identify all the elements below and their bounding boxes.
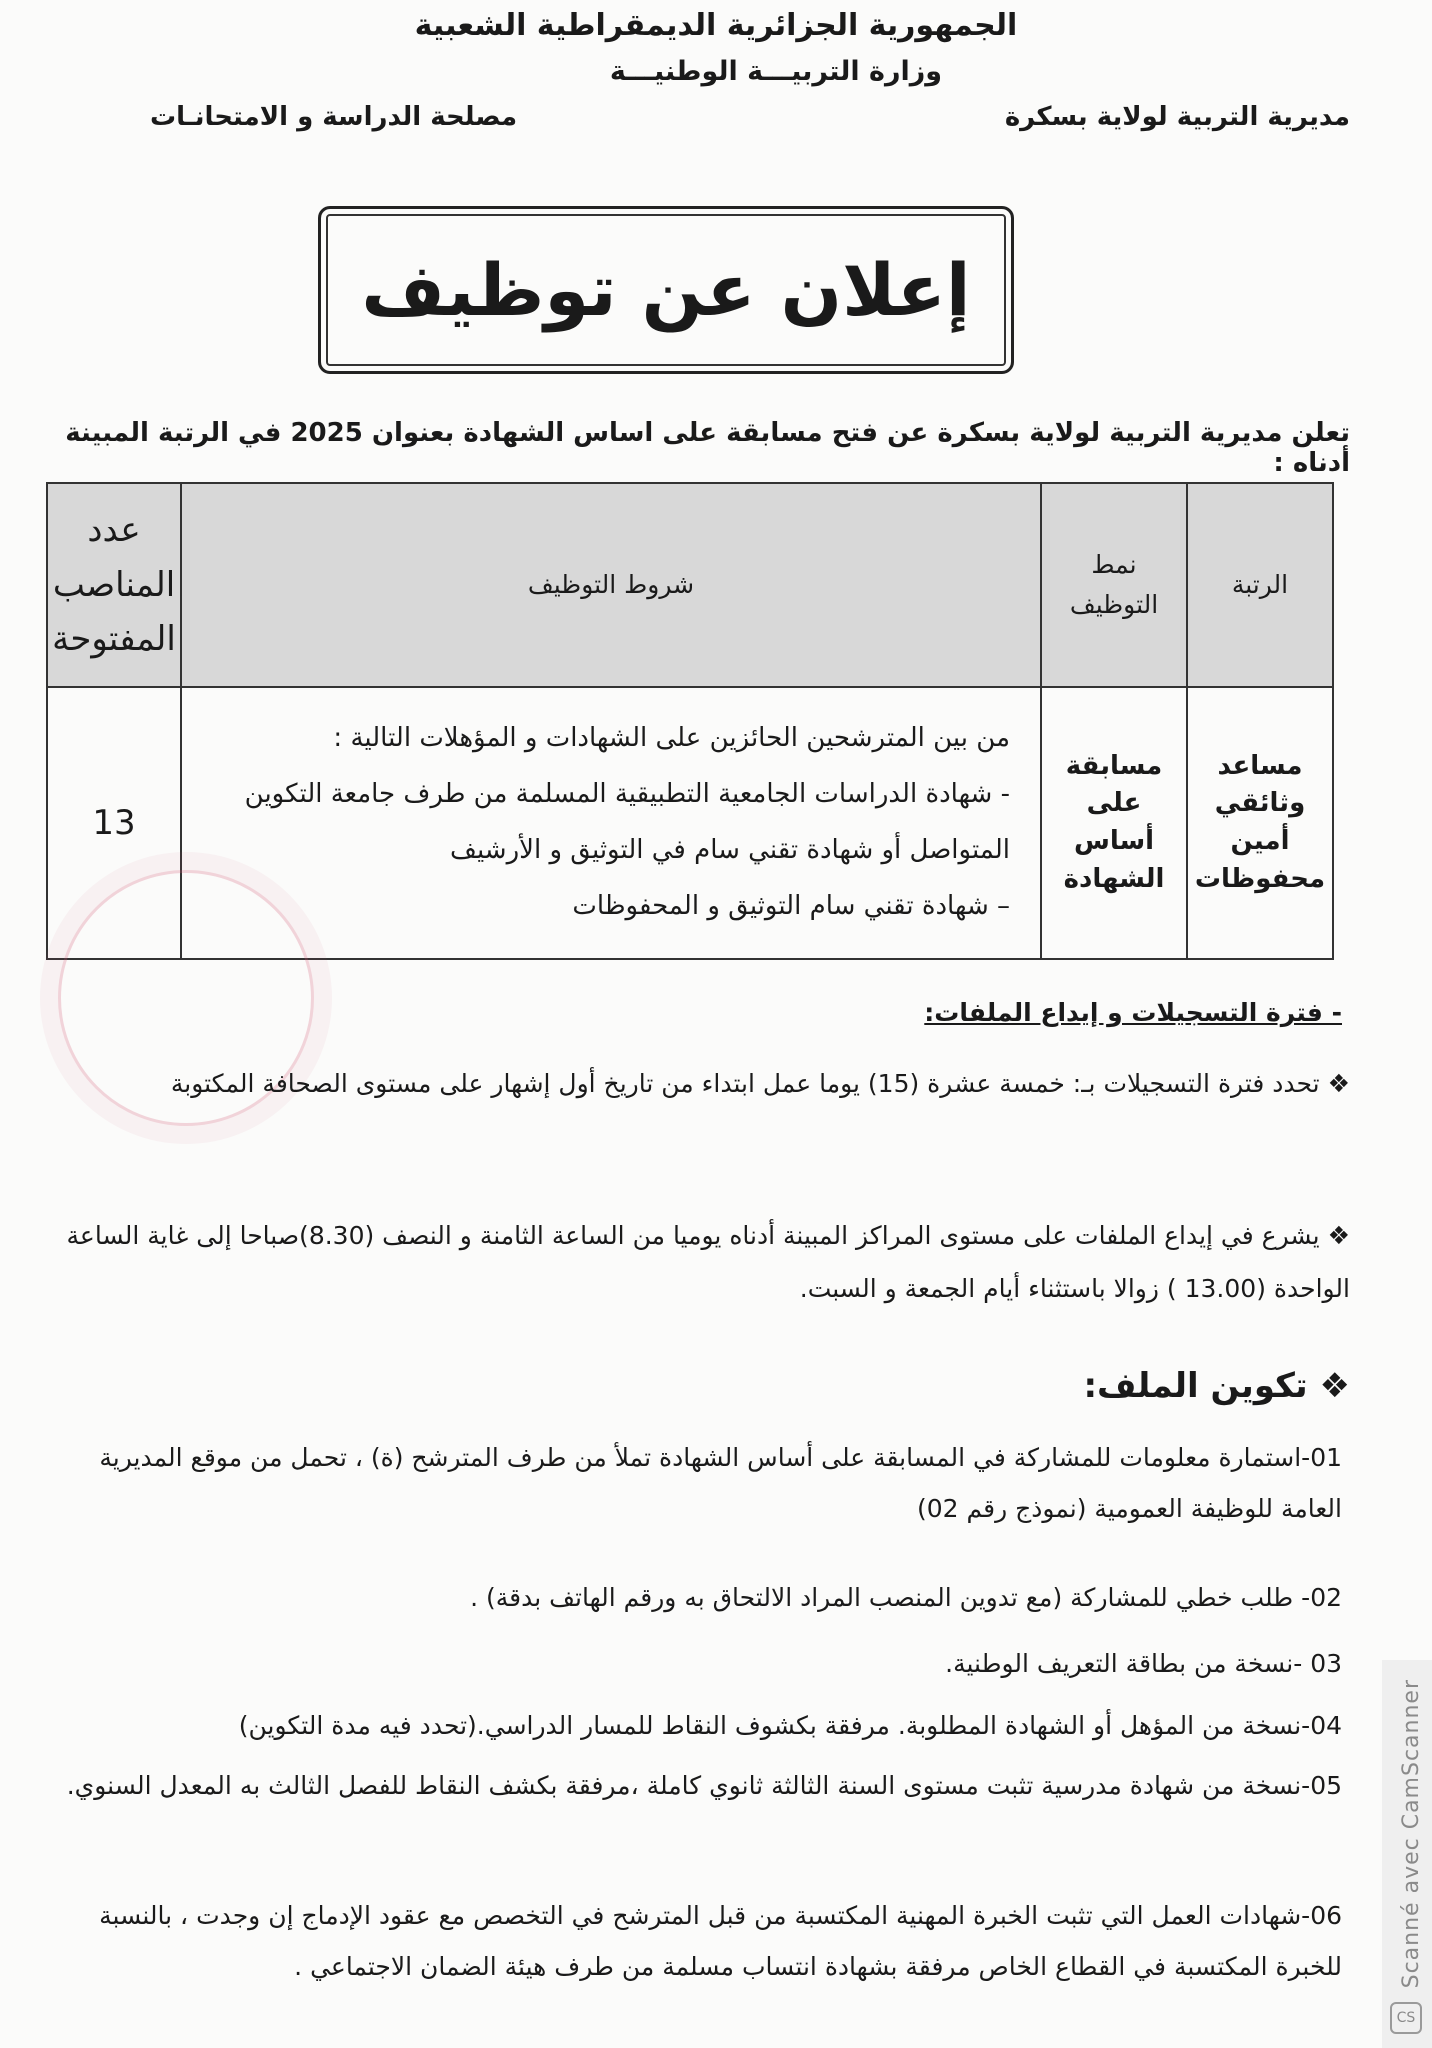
title-box bbox=[318, 206, 1014, 374]
file-item-3: 03 -نسخة من بطاقة التعريف الوطنية. bbox=[945, 1649, 1342, 1678]
condition-line1: من بين المترشحين الحائزين على الشهادات و المؤهلات التالية : bbox=[333, 723, 1010, 754]
condition-line2: - شهادة الدراسات الجامعية التطبيقية المسلمة من طرف جامعة التكوين bbox=[244, 779, 1010, 810]
cell-mode bbox=[1041, 687, 1187, 959]
file-item-5: 05-نسخة من شهادة مدرسية تثبت مستوى السنة الثالثة ثانوي كاملة ،مرفقة بكشف النقاط للفصل الثالث به المعدل السنوي. bbox=[66, 1771, 1342, 1800]
rank-line3: أمين bbox=[1230, 826, 1290, 856]
file-item-6: 06-شهادات العمل التي تثبت الخبرة المهنية المكتسبة من قبل المترشح في التخصص مع عقود الإدماج إن وجدت ، بالنسبة للخبرة المكتسبة في القطاع الخاص مرفقة بشهادة انتساب مسلمة من طرف هيئة الضمان الاجتماعي . bbox=[99, 1901, 1342, 1982]
cell-conditions bbox=[181, 687, 1041, 959]
mode-line3: أساس bbox=[1073, 826, 1155, 856]
mode-line4: الشهادة bbox=[1063, 863, 1165, 894]
condition-line3: المتواصل أو شهادة تقني سام في التوثيق و الأرشيف bbox=[450, 835, 1010, 865]
mode-line2: على bbox=[1086, 788, 1142, 819]
header-conditions-label: شروط التوظيف bbox=[527, 570, 695, 599]
table-header-row bbox=[47, 483, 1333, 687]
header-rank-label: الرتبة bbox=[1231, 570, 1289, 599]
intro-paragraph: تعلن مديرية التربية لولاية بسكرة عن فتح مسابقة على اساس الشهادة بعنوان 2025 في الرتبة المبينة أدناه : bbox=[65, 418, 1350, 478]
camscanner-icon: CS bbox=[1390, 2002, 1422, 2034]
directorate-label: مديرية التربية لولاية بسكرة bbox=[1004, 102, 1350, 132]
header-count-line1: عدد bbox=[87, 510, 141, 551]
header-conditions bbox=[181, 483, 1041, 687]
positions-count: 13 bbox=[92, 803, 136, 843]
registration-bullet-2: ❖ يشرع في إيداع الملفات على مستوى المراكز المبينة أدناه يوميا من الساعة الثامنة و النصف (8.30)صباحا إلى غاية الساعة الواحدة (13.00 ) زوالا باستثناء أيام الجمعة و السبت. bbox=[66, 1221, 1350, 1303]
file-title: ❖ تكوين الملف: bbox=[1083, 1366, 1350, 1406]
header-mode bbox=[1041, 483, 1187, 687]
cell-rank bbox=[1187, 687, 1333, 959]
header-count-line3: المفتوحة bbox=[52, 619, 176, 660]
scanner-watermark bbox=[1382, 1660, 1432, 2048]
rank-line2: وثائقي bbox=[1214, 788, 1306, 819]
header-count bbox=[47, 483, 181, 687]
scanner-watermark-text: Scanné avec CamScanner bbox=[1399, 1678, 1424, 1988]
condition-line4: – شهادة تقني سام التوثيق و المحفوظات bbox=[572, 890, 1010, 921]
mode-line1: مسابقة bbox=[1065, 750, 1163, 781]
ministry-heading: وزارة التربيـــة الوطنيـــة bbox=[609, 56, 943, 87]
file-item-1: 01-استمارة معلومات للمشاركة في المسابقة على أساس الشهادة تملأ من طرف المترشح (ة) ، تحمل من موقع المديرية العامة للوظيفة العمومية (نموذج رقم 02) bbox=[99, 1443, 1342, 1524]
registration-bullet-1: ❖ تحدد فترة التسجيلات بـ: خمسة عشرة (15) يوما عمل ابتداء من تاريخ أول إشهار على مستوى الصحافة المكتوبة bbox=[170, 1069, 1350, 1098]
file-item-4: 04-نسخة من المؤهل أو الشهادة المطلوبة. مرفقة بكشوف النقاط للمسار الدراسي.(تحدد فيه مدة التكوين) bbox=[238, 1711, 1342, 1740]
page-title: إعلان عن توظيف bbox=[361, 248, 971, 332]
header-mode-line1: نمط bbox=[1091, 550, 1137, 579]
header-mode-line2: التوظيف bbox=[1069, 590, 1159, 619]
header-rank bbox=[1187, 483, 1333, 687]
republic-heading: الجمهورية الجزائرية الديمقراطية الشعبية bbox=[414, 8, 1018, 43]
rank-line4: محفوظات bbox=[1194, 863, 1326, 894]
registration-title: - فترة التسجيلات و إيداع الملفات: bbox=[924, 998, 1342, 1027]
header-count-line2: المناصب bbox=[52, 564, 176, 605]
file-item-2: 02- طلب خطي للمشاركة (مع تدوين المنصب المراد الالتحاق به ورقم الهاتف بدقة) . bbox=[470, 1583, 1342, 1612]
rank-line1: مساعد bbox=[1217, 750, 1303, 781]
service-label: مصلحة الدراسة و الامتحانـات bbox=[150, 102, 518, 132]
